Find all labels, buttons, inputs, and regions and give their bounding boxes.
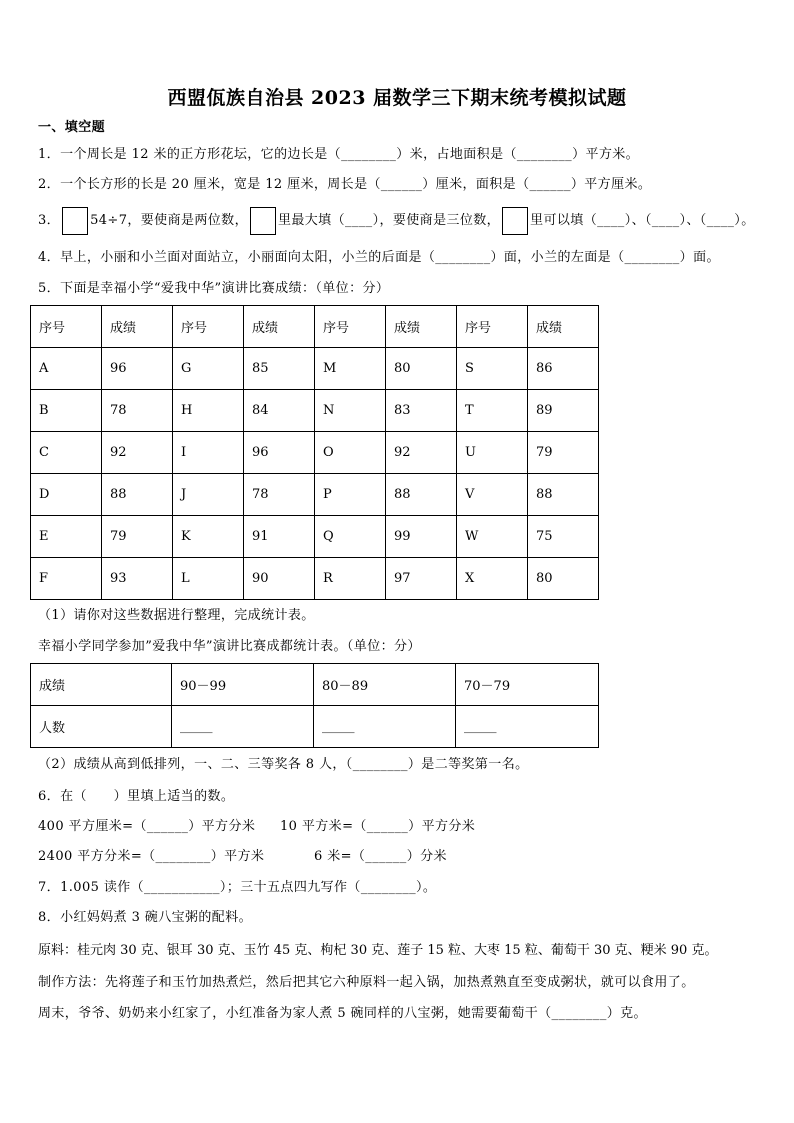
table-cell: 88 bbox=[102, 474, 173, 516]
blank-box bbox=[502, 207, 528, 235]
table-cell: D bbox=[31, 474, 102, 516]
table-cell: 92 bbox=[386, 432, 457, 474]
table-header-cell: 序号 bbox=[457, 306, 528, 348]
question-8-prompt: 8．小红妈妈煮 3 碗八宝粥的配料。 bbox=[38, 910, 253, 925]
table-cell: F bbox=[31, 558, 102, 600]
table-header-cell: 成绩 bbox=[386, 306, 457, 348]
table-cell: 90－99 bbox=[172, 664, 314, 706]
question-1: 1．一个周长是 12 米的正方形花坛，它的边长是（________）米，占地面积是（________）平方米。 bbox=[38, 147, 640, 162]
table-cell: S bbox=[457, 348, 528, 390]
table-cell: 88 bbox=[528, 474, 599, 516]
summary-table bbox=[30, 663, 599, 748]
question-6-item: 10 平方米=（______）平方分米 bbox=[280, 819, 476, 834]
question-8-method: 制作方法：先将莲子和玉竹加热煮烂，然后把其它六种原料一起入锅，加热煮熟直至变成粥状，就可以食用了。 bbox=[38, 975, 695, 990]
table-cell: 91 bbox=[244, 516, 315, 558]
blank-box bbox=[62, 207, 88, 235]
table-cell: U bbox=[457, 432, 528, 474]
table-header-cell: 成绩 bbox=[244, 306, 315, 348]
table-cell: I bbox=[173, 432, 244, 474]
table-cell: R bbox=[315, 558, 386, 600]
table-row bbox=[31, 664, 599, 706]
table-cell: 79 bbox=[102, 516, 173, 558]
table-cell: K bbox=[173, 516, 244, 558]
scores-table bbox=[30, 305, 599, 600]
question-5-part2: （2）成绩从高到低排列，一、二、三等奖各 8 人，（________）是二等奖第一名。 bbox=[38, 757, 529, 772]
question-4: 4．早上，小丽和小兰面对面站立，小丽面向太阳，小兰的后面是（________）面，小兰的左面是（________）面。 bbox=[38, 250, 720, 265]
summary-table-caption: 幸福小学同学参加”爱我中华”演讲比赛成都统计表。（单位：分） bbox=[38, 639, 421, 654]
table-cell: 成绩 bbox=[31, 664, 172, 706]
table-cell: 79 bbox=[528, 432, 599, 474]
table-row bbox=[31, 390, 599, 432]
question-7: 7．1.005 读作（___________）；三十五点四九写作（________）。 bbox=[38, 880, 437, 895]
table-cell: V bbox=[457, 474, 528, 516]
table-cell: 90 bbox=[244, 558, 315, 600]
table-cell: 85 bbox=[244, 348, 315, 390]
table-cell: T bbox=[457, 390, 528, 432]
question-6-prompt: 6．在（ ）里填上适当的数。 bbox=[38, 789, 235, 804]
table-cell: 84 bbox=[244, 390, 315, 432]
table-cell: 86 bbox=[528, 348, 599, 390]
table-cell: _____ bbox=[456, 706, 599, 748]
table-header-cell: 序号 bbox=[315, 306, 386, 348]
table-cell: 83 bbox=[386, 390, 457, 432]
table-cell: E bbox=[31, 516, 102, 558]
section-heading: 一、填空题 bbox=[38, 120, 106, 135]
table-cell: 人数 bbox=[31, 706, 172, 748]
table-header-cell: 序号 bbox=[173, 306, 244, 348]
table-row bbox=[31, 558, 599, 600]
table-cell: Q bbox=[315, 516, 386, 558]
table-row bbox=[31, 706, 599, 748]
table-header-cell: 序号 bbox=[31, 306, 102, 348]
table-cell: 78 bbox=[102, 390, 173, 432]
table-cell: O bbox=[315, 432, 386, 474]
page-title: 西盟佤族自治县 2023 届数学三下期末统考模拟试题 bbox=[167, 87, 627, 109]
table-cell: J bbox=[173, 474, 244, 516]
table-cell: 80 bbox=[386, 348, 457, 390]
table-cell: L bbox=[173, 558, 244, 600]
question-8-question: 周末，爷爷、奶奶来小红家了，小红准备为家人煮 5 碗同样的八宝粥，她需要葡萄干（________）克。 bbox=[38, 1006, 647, 1021]
table-header-row bbox=[31, 306, 599, 348]
table-cell: 88 bbox=[386, 474, 457, 516]
table-cell: 75 bbox=[528, 516, 599, 558]
table-cell: _____ bbox=[314, 706, 456, 748]
question-3-number: 3． bbox=[38, 213, 61, 228]
table-cell: 96 bbox=[102, 348, 173, 390]
table-cell: P bbox=[315, 474, 386, 516]
table-cell: 80－89 bbox=[314, 664, 456, 706]
table-cell: M bbox=[315, 348, 386, 390]
table-cell: C bbox=[31, 432, 102, 474]
table-cell: B bbox=[31, 390, 102, 432]
question-3 bbox=[38, 207, 755, 235]
table-cell: 97 bbox=[386, 558, 457, 600]
table-cell: A bbox=[31, 348, 102, 390]
table-cell: 78 bbox=[244, 474, 315, 516]
table-cell: X bbox=[457, 558, 528, 600]
table-cell: 89 bbox=[528, 390, 599, 432]
table-cell: 92 bbox=[102, 432, 173, 474]
table-cell: 93 bbox=[102, 558, 173, 600]
table-cell: 70－79 bbox=[456, 664, 599, 706]
question-8-ingredients: 原料：桂元肉 30 克、银耳 30 克、玉竹 45 克、枸杞 30 克、莲子 15 粒、大枣 15 粒、葡萄干 30 克、粳米 90 克。 bbox=[38, 943, 718, 958]
table-cell: G bbox=[173, 348, 244, 390]
table-cell: W bbox=[457, 516, 528, 558]
table-cell: 96 bbox=[244, 432, 315, 474]
question-2: 2．一个长方形的长是 20 厘米，宽是 12 厘米，周长是（______）厘米，面积是（______）平方厘米。 bbox=[38, 177, 652, 192]
table-cell: N bbox=[315, 390, 386, 432]
question-6-item: 2400 平方分米=（________）平方米 bbox=[38, 849, 265, 864]
question-5-part1: （1）请你对这些数据进行整理，完成统计表。 bbox=[38, 608, 315, 623]
question-3-part2: 里最大填（____），要使商是三位数， bbox=[277, 213, 501, 228]
table-cell: H bbox=[173, 390, 244, 432]
table-cell: 99 bbox=[386, 516, 457, 558]
table-row bbox=[31, 348, 599, 390]
blank-box bbox=[250, 207, 276, 235]
table-row bbox=[31, 516, 599, 558]
table-cell: _____ bbox=[172, 706, 314, 748]
table-header-cell: 成绩 bbox=[528, 306, 599, 348]
table-row bbox=[31, 474, 599, 516]
question-3-part1: 54÷7，要使商是两位数， bbox=[90, 213, 248, 228]
table-header-cell: 成绩 bbox=[102, 306, 173, 348]
question-6-item: 6 米=（______）分米 bbox=[314, 849, 447, 864]
question-5-intro: 5．下面是幸福小学“爱我中华”演讲比赛成绩：（单位：分） bbox=[38, 281, 390, 296]
table-cell: 80 bbox=[528, 558, 599, 600]
question-3-part3: 里可以填（____）、（____）、（____）。 bbox=[530, 213, 755, 228]
question-6-item: 400 平方厘米=（______）平方分米 bbox=[38, 819, 256, 834]
table-row bbox=[31, 432, 599, 474]
